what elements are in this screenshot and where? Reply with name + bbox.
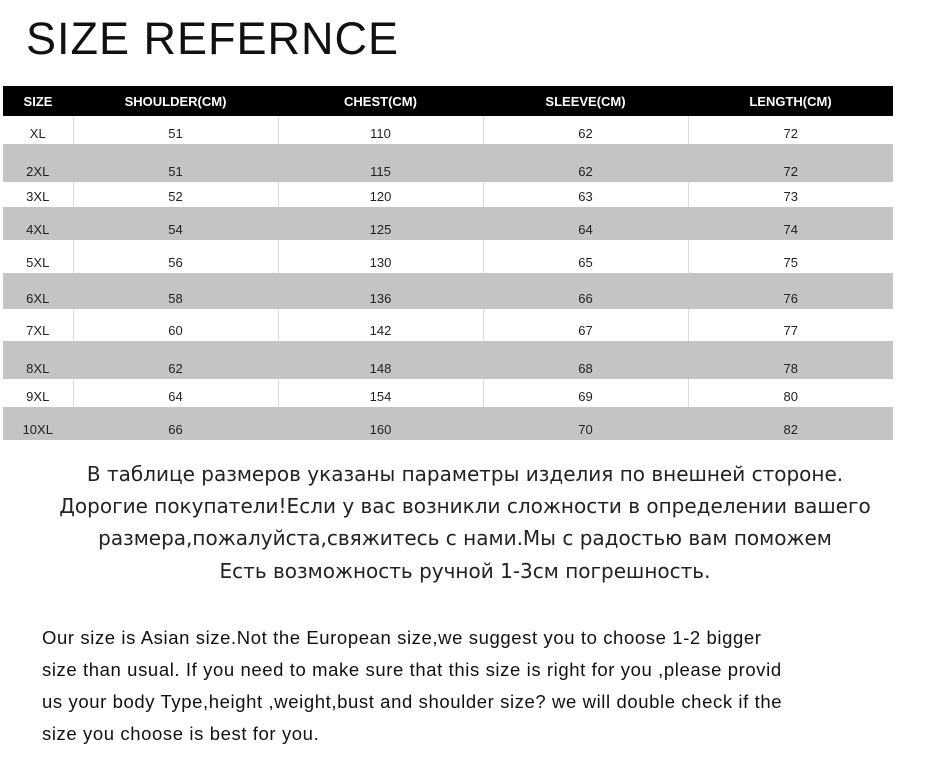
table-row xyxy=(3,240,893,273)
cell-shoulder: 58 xyxy=(73,273,278,309)
table-row xyxy=(3,309,893,341)
cell-shoulder: 51 xyxy=(73,144,278,182)
table-row xyxy=(3,207,893,240)
table-row xyxy=(3,144,893,182)
cell-size: 6XL xyxy=(3,273,73,309)
english-note-line: size than usual. If you need to make sure that this size is right for you ,please provid xyxy=(42,659,782,680)
russian-note-line: Есть возможность ручной 1-3см погрешность. xyxy=(219,559,711,583)
cell-length: 77 xyxy=(688,309,893,341)
cell-sleeve: 65 xyxy=(483,240,688,273)
cell-size: XL xyxy=(3,116,73,144)
cell-sleeve: 62 xyxy=(483,144,688,182)
cell-chest: 154 xyxy=(278,379,483,407)
cell-size: 8XL xyxy=(3,341,73,379)
cell-chest: 115 xyxy=(278,144,483,182)
header-size: SIZE xyxy=(3,86,73,116)
cell-length: 75 xyxy=(688,240,893,273)
cell-sleeve: 64 xyxy=(483,207,688,240)
cell-length: 72 xyxy=(688,116,893,144)
cell-chest: 110 xyxy=(278,116,483,144)
header-sleeve: SLEEVE(CM) xyxy=(483,86,688,116)
cell-sleeve: 66 xyxy=(483,273,688,309)
russian-note-line: размера,пожалуйста,свяжитесь с нами.Мы с радостью вам поможем xyxy=(98,526,832,550)
table-header-row xyxy=(3,86,893,116)
table-row xyxy=(3,182,893,207)
cell-shoulder: 60 xyxy=(73,309,278,341)
table-row xyxy=(3,273,893,309)
cell-size: 10XL xyxy=(3,407,73,440)
cell-shoulder: 66 xyxy=(73,407,278,440)
cell-length: 72 xyxy=(688,144,893,182)
cell-length: 78 xyxy=(688,341,893,379)
header-shoulder: SHOULDER(CM) xyxy=(73,86,278,116)
cell-sleeve: 70 xyxy=(483,407,688,440)
header-chest: CHEST(CM) xyxy=(278,86,483,116)
cell-shoulder: 62 xyxy=(73,341,278,379)
cell-length: 82 xyxy=(688,407,893,440)
cell-shoulder: 52 xyxy=(73,182,278,207)
cell-chest: 148 xyxy=(278,341,483,379)
cell-length: 74 xyxy=(688,207,893,240)
english-note-line: Our size is Asian size.Not the European size,we suggest you to choose 1-2 bigger xyxy=(42,627,762,648)
cell-length: 80 xyxy=(688,379,893,407)
cell-sleeve: 67 xyxy=(483,309,688,341)
cell-sleeve: 69 xyxy=(483,379,688,407)
cell-chest: 142 xyxy=(278,309,483,341)
cell-chest: 160 xyxy=(278,407,483,440)
cell-chest: 130 xyxy=(278,240,483,273)
cell-shoulder: 51 xyxy=(73,116,278,144)
cell-chest: 125 xyxy=(278,207,483,240)
russian-note-line: В таблице размеров указаны параметры изделия по внешней стороне. xyxy=(86,462,844,486)
page-title: SIZE REFERNCE xyxy=(26,13,400,64)
table-row xyxy=(3,407,893,440)
english-note-line: us your body Type,height ,weight,bust and shoulder size? we will double check if the xyxy=(42,691,783,712)
table-row xyxy=(3,116,893,144)
size-chart-table xyxy=(3,86,893,440)
cell-chest: 120 xyxy=(278,182,483,207)
cell-size: 7XL xyxy=(3,309,73,341)
cell-shoulder: 64 xyxy=(73,379,278,407)
cell-sleeve: 62 xyxy=(483,116,688,144)
table-row xyxy=(3,379,893,407)
cell-shoulder: 54 xyxy=(73,207,278,240)
cell-shoulder: 56 xyxy=(73,240,278,273)
cell-size: 2XL xyxy=(3,144,73,182)
cell-sleeve: 63 xyxy=(483,182,688,207)
cell-size: 5XL xyxy=(3,240,73,273)
cell-length: 76 xyxy=(688,273,893,309)
table-row xyxy=(3,341,893,379)
cell-size: 3XL xyxy=(3,182,73,207)
header-length: LENGTH(CM) xyxy=(688,86,893,116)
cell-chest: 136 xyxy=(278,273,483,309)
english-note-line: size you choose is best for you. xyxy=(42,723,320,744)
russian-note-line: Дорогие покупатели!Если у вас возникли сложности в определении вашего xyxy=(59,494,871,518)
cell-sleeve: 68 xyxy=(483,341,688,379)
cell-size: 4XL xyxy=(3,207,73,240)
cell-length: 73 xyxy=(688,182,893,207)
cell-size: 9XL xyxy=(3,379,73,407)
